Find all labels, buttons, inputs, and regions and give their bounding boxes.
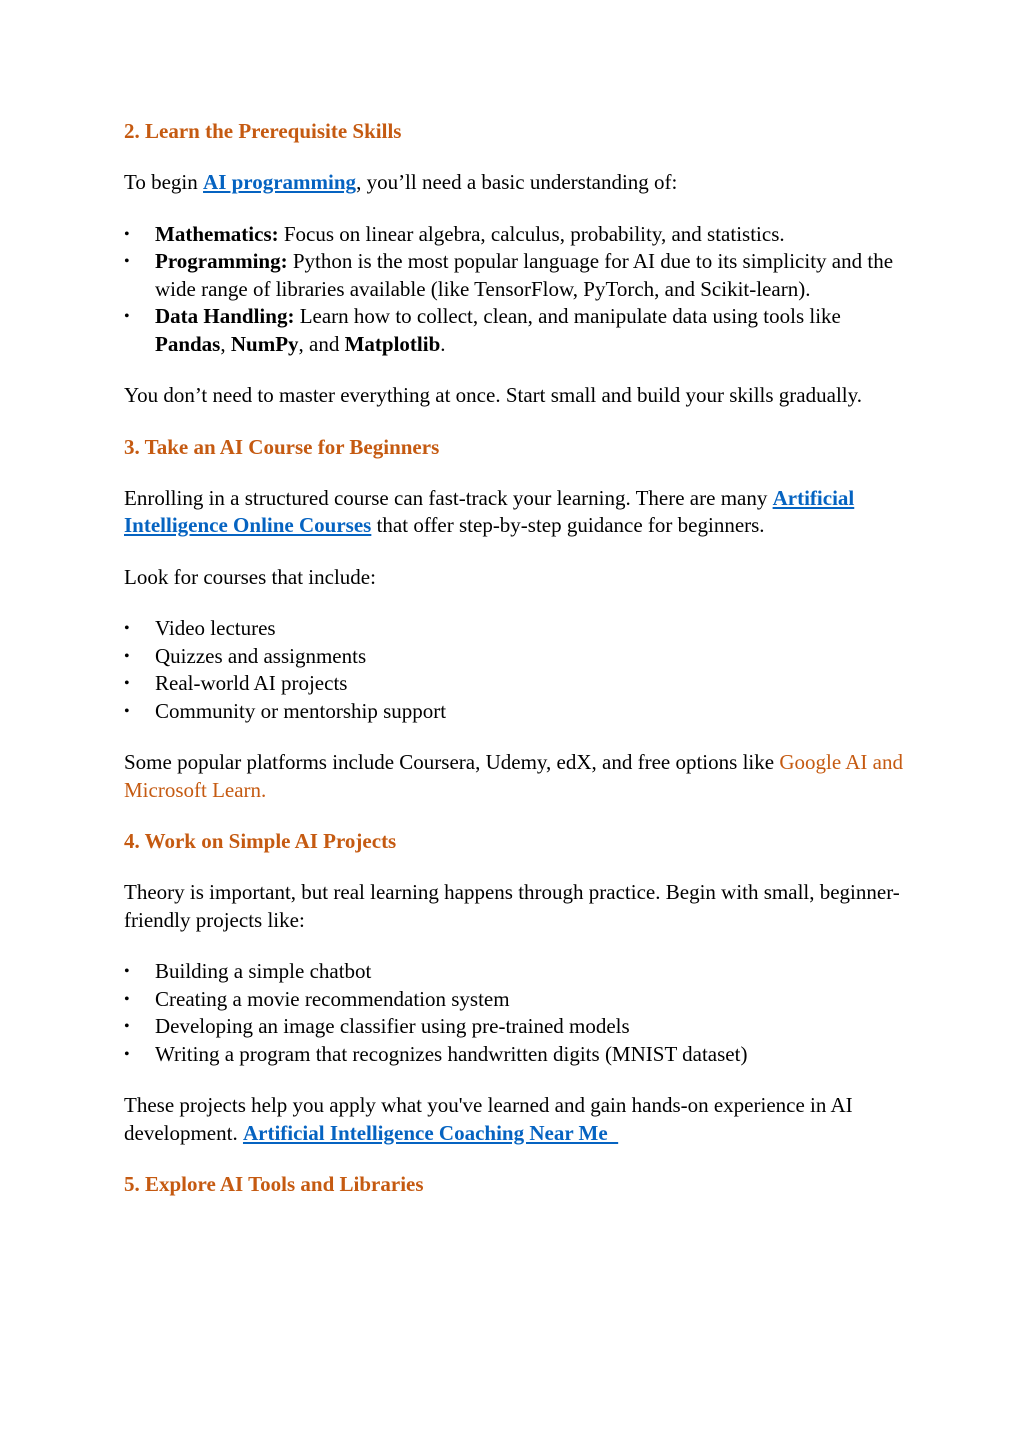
list-item: • Real-world AI projects [124,670,914,698]
course-features-list [124,615,914,725]
list-item: • Building a simple chatbot [124,958,914,986]
list-item: • Creating a movie recommendation system [124,986,914,1014]
ai-online-courses-link[interactable]: Artificial Intelligence Online Courses [124,485,855,537]
section-4-heading: 4. Work on Simple AI Projects [124,829,397,853]
section-4-paragraph-1: Theory is important, but real learning happens through practice. Begin with small, beginner-friendly projects like: [124,880,900,932]
section-2-intro: To begin AI programming, you’ll need a basic understanding of: [124,170,678,194]
bullet-icon: • [124,1018,130,1035]
section-3-heading: 3. Take an AI Course for Beginners [124,434,440,459]
bullet-icon: • [124,620,130,637]
bullet-icon: • [124,647,130,665]
list-item: • Quizzes and assignments [124,643,914,671]
list-item: • Programming: Python is the most popular language for AI due to its simplicity and the wide range of libraries available (like TensorFlow, PyTorch, and Scikit-learn). [124,249,894,301]
ai-coaching-near-me-link[interactable]: Artificial Intelligence Coaching Near Me [242,1120,619,1145]
bullet-icon: • [124,990,130,1008]
bullet-icon: • [124,1045,130,1063]
list-item: • Community or mentorship support [124,698,914,726]
section-5-heading: 5. Explore AI Tools and Libraries [124,1172,424,1196]
document-page [124,118,914,1198]
section-2-heading: 2. Learn the Prerequisite Skills [124,119,402,143]
bullet-icon: • [124,702,130,720]
list-item: • Writing a program that recognizes handwritten digits (MNIST dataset) [124,1041,914,1069]
list-item: • Data Handling: Learn how to collect, clean, and manipulate data using tools like Pandas, NumPy, and Matplotlib. [124,304,841,356]
project-ideas-list [124,958,914,1068]
ai-programming-link[interactable]: AI programming [203,170,357,194]
section-2-outro: You don’t need to master everything at once. Start small and build your skills gradually. [124,383,862,407]
section-3-paragraph-2: Look for courses that include: [124,564,376,589]
prerequisite-skills-list [124,221,914,359]
bullet-icon: • [124,253,130,270]
bullet-icon: • [124,675,130,692]
list-item: • Mathematics: Focus on linear algebra, calculus, probability, and statistics. [124,221,914,249]
bullet-icon: • [124,963,130,980]
bullet-icon: • [124,308,130,325]
section-4-paragraph-2: These projects help you apply what you've learned and gain hands-on experience in AI development. Artificial Intelligence Coaching Near Me [124,1093,853,1145]
list-item: • Video lectures [124,615,914,643]
list-item: • Developing an image classifier using pre-trained models [124,1013,914,1041]
section-3-paragraph-1: Enrolling in a structured course can fast-track your learning. There are many Artificial Intelligence Online Courses that offer step-by-step guidance for beginners. [124,485,855,537]
bullet-icon: • [124,225,130,243]
section-3-paragraph-3: Some popular platforms include Coursera, Udemy, edX, and free options like Google AI and Microsoft Learn. [124,750,903,802]
